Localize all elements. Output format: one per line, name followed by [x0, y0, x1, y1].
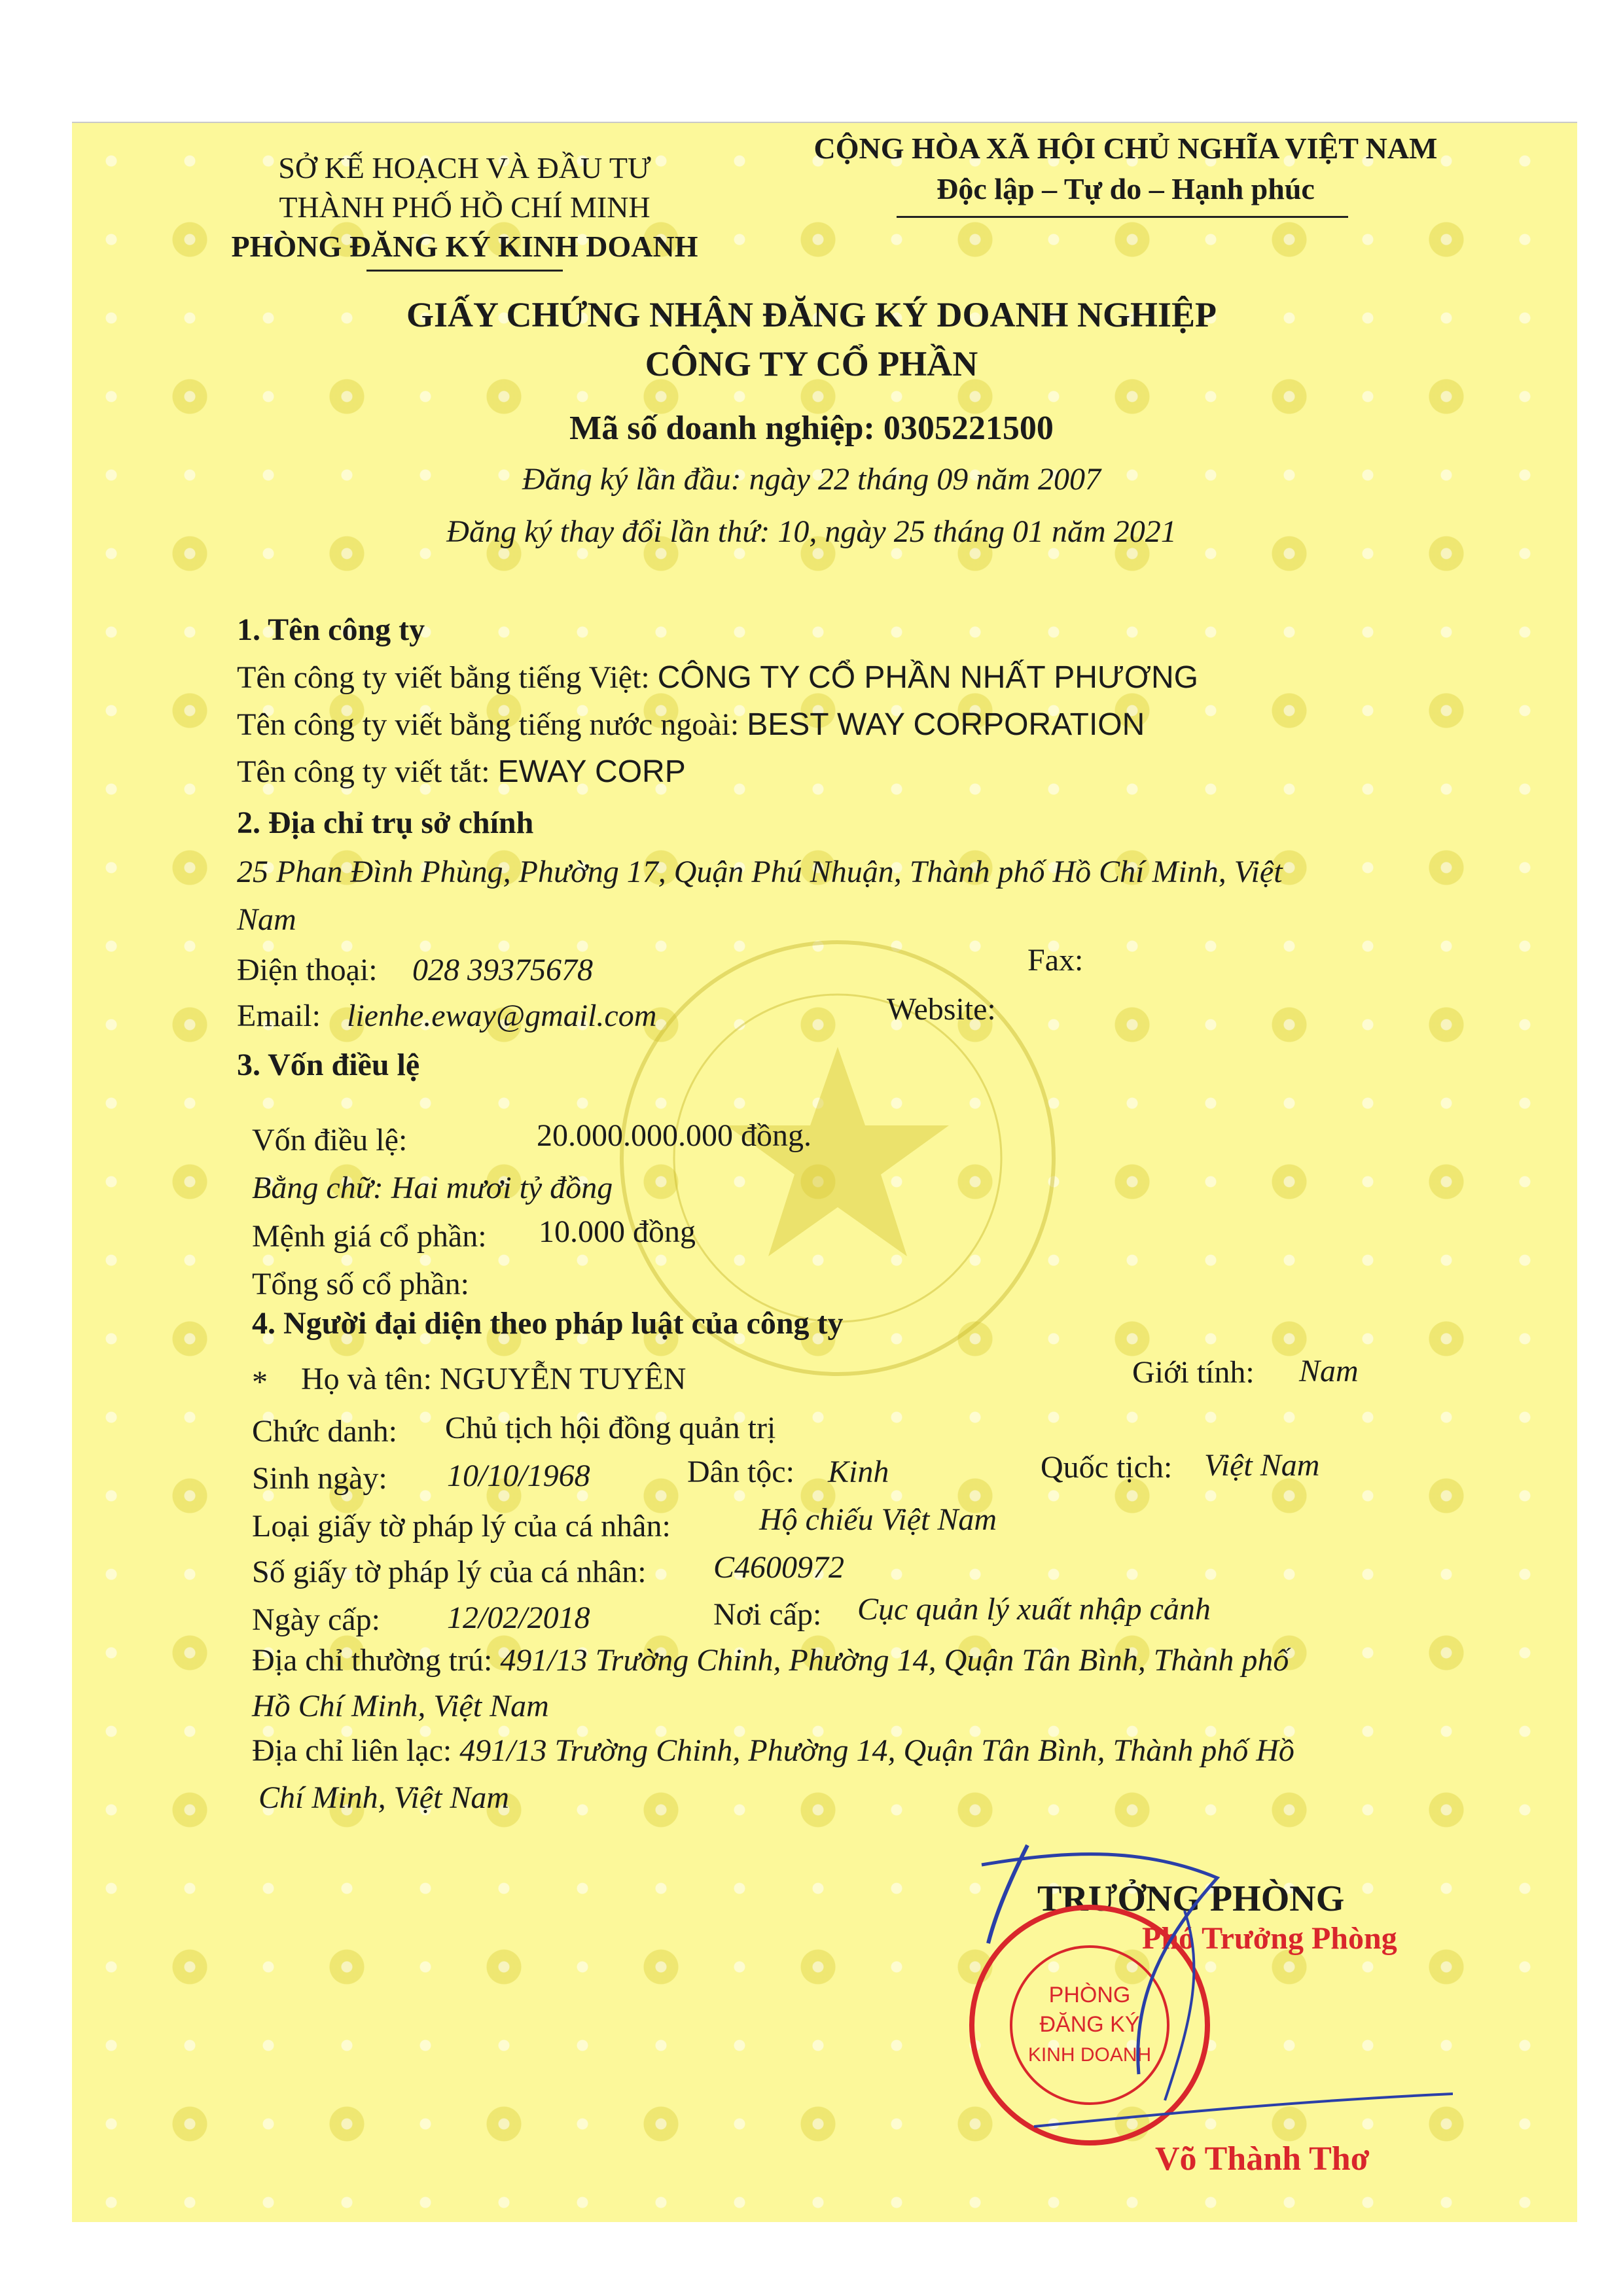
capital-in-words: Bằng chữ: Hai mươi tỷ đồng — [252, 1171, 613, 1205]
permanent-address-value-line1: 491/13 Trường Chinh, Phường 14, Quận Tân Bình, Thành phố — [500, 1643, 1289, 1678]
issue-date-value: 12/02/2018 — [447, 1600, 590, 1635]
nationality-label: Quốc tịch: — [1041, 1450, 1173, 1485]
signature-title: TRƯỞNG PHÒNG — [1037, 1879, 1345, 1919]
website-label: Website: — [887, 992, 996, 1027]
issue-place-label: Nơi cấp: — [713, 1597, 822, 1632]
rep-name — [301, 1361, 686, 1397]
email-label: Email: — [237, 998, 321, 1033]
par-value-label: Mệnh giá cổ phần: — [252, 1219, 487, 1254]
doc-type-label: Loại giấy tờ pháp lý của cá nhân: — [252, 1509, 671, 1544]
rep-name-label: Họ và tên: — [301, 1362, 440, 1396]
enterprise-code: Mã số doanh nghiệp: 0305221500 — [569, 410, 1054, 447]
section1-heading: 1. Tên công ty — [237, 612, 425, 647]
capital-value: 20.000.000.000 đồng. — [537, 1118, 812, 1153]
contact-address-value-line2: Chí Minh, Việt Nam — [259, 1780, 510, 1815]
stamp-center-line2: ĐĂNG KÝ — [1039, 2012, 1140, 2037]
header-right-underline — [897, 216, 1348, 218]
header-motto: Độc lập – Tự do – Hạnh phúc — [936, 172, 1315, 205]
stamp-center-line1: PHÒNG — [1048, 1983, 1131, 2007]
phone-value: 028 39375678 — [412, 953, 593, 987]
gender-value: Nam — [1299, 1354, 1359, 1388]
permanent-address-value-line2: Hồ Chí Minh, Việt Nam — [252, 1689, 549, 1723]
email-value: lienhe.eway@gmail.com — [347, 998, 657, 1033]
header-left-underline — [366, 270, 563, 272]
top-border — [72, 122, 1577, 123]
header-city: THÀNH PHỐ HỒ CHÍ MINH — [279, 190, 651, 224]
head-office-address-line2: Nam — [237, 902, 296, 937]
section2-heading: 2. Địa chỉ trụ sở chính — [237, 805, 534, 840]
change-registration: Đăng ký thay đổi lần thứ: 10, ngày 25 tháng 01 năm 2021 — [446, 514, 1177, 549]
ethnicity-value: Kinh — [828, 1455, 889, 1489]
company-name-foreign-value: BEST WAY CORPORATION — [747, 707, 1145, 742]
doc-number-label: Số giấy tờ pháp lý của cá nhân: — [252, 1555, 647, 1589]
section4-heading: 4. Người đại diện theo pháp luật của công ty — [252, 1306, 844, 1341]
contact-address — [252, 1733, 1294, 1769]
head-office-address-line1: 25 Phan Đình Phùng, Phường 17, Quận Phú Nhuận, Thành phố Hồ Chí Minh, Việt — [237, 855, 1283, 889]
company-name-foreign-label: Tên công ty viết bằng tiếng nước ngoài: — [237, 707, 747, 742]
position-value: Chủ tịch hội đồng quản trị — [445, 1411, 776, 1445]
doc-number-value: C4600972 — [713, 1550, 845, 1585]
contact-address-value-line1: 491/13 Trường Chinh, Phường 14, Quận Tân Bình, Thành phố Hồ — [459, 1733, 1294, 1768]
header-department: SỞ KẾ HOẠCH VÀ ĐẦU TƯ — [278, 151, 651, 185]
company-name-vn — [237, 660, 1198, 696]
header-republic: CỘNG HÒA XÃ HỘI CHỦ NGHĨA VIỆT NAM — [813, 132, 1438, 165]
company-name-foreign — [237, 707, 1145, 743]
ethnicity-label: Dân tộc: — [687, 1455, 794, 1489]
par-value: 10.000 đồng — [539, 1214, 696, 1249]
capital-label: Vốn điều lệ: — [252, 1123, 408, 1157]
company-short-label: Tên công ty viết tắt: — [237, 754, 498, 789]
certificate-title: GIẤY CHỨNG NHẬN ĐĂNG KÝ DOANH NGHIỆP — [406, 295, 1217, 334]
company-name-vn-label: Tên công ty viết bằng tiếng Việt: — [237, 660, 658, 695]
header-office: PHÒNG ĐĂNG KÝ KINH DOANH — [231, 230, 698, 263]
total-shares-label: Tổng số cổ phần: — [252, 1267, 469, 1301]
handwritten-signature — [969, 1826, 1453, 2153]
permanent-address — [252, 1642, 1289, 1678]
fax-label: Fax: — [1027, 943, 1084, 978]
section3-heading: 3. Vốn điều lệ — [237, 1048, 420, 1082]
rep-name-value: NGUYỄN TUYÊN — [439, 1362, 687, 1396]
first-registration: Đăng ký lần đầu: ngày 22 tháng 09 năm 2007 — [522, 462, 1101, 497]
doc-type-value: Hộ chiếu Việt Nam — [759, 1502, 997, 1537]
stamp-center-line3: KINH DOANH — [1027, 2044, 1152, 2066]
issue-place-value: Cục quản lý xuất nhập cảnh — [857, 1592, 1211, 1627]
phone-label: Điện thoại: — [237, 953, 378, 987]
company-name-vn-value: CÔNG TY CỔ PHẦN NHẤT PHƯƠNG — [657, 660, 1199, 695]
certificate-subtitle: CÔNG TY CỔ PHẦN — [645, 344, 978, 383]
position-label: Chức danh: — [252, 1414, 397, 1449]
nationality-value: Việt Nam — [1204, 1448, 1320, 1483]
issue-date-label: Ngày cấp: — [252, 1602, 380, 1637]
company-short-name — [237, 754, 686, 790]
dob-value: 10/10/1968 — [447, 1458, 590, 1493]
permanent-address-label: Địa chỉ thường trú: — [252, 1643, 501, 1678]
contact-address-label: Địa chỉ liên lạc: — [252, 1733, 460, 1768]
deputy-title: Phó Trưởng Phòng — [1142, 1921, 1397, 1956]
bullet: * — [252, 1365, 268, 1400]
gender-label: Giới tính: — [1132, 1355, 1255, 1390]
signer-name: Võ Thành Thơ — [1155, 2140, 1370, 2178]
dob-label: Sinh ngày: — [252, 1461, 387, 1496]
company-short-value: EWAY CORP — [497, 754, 686, 789]
